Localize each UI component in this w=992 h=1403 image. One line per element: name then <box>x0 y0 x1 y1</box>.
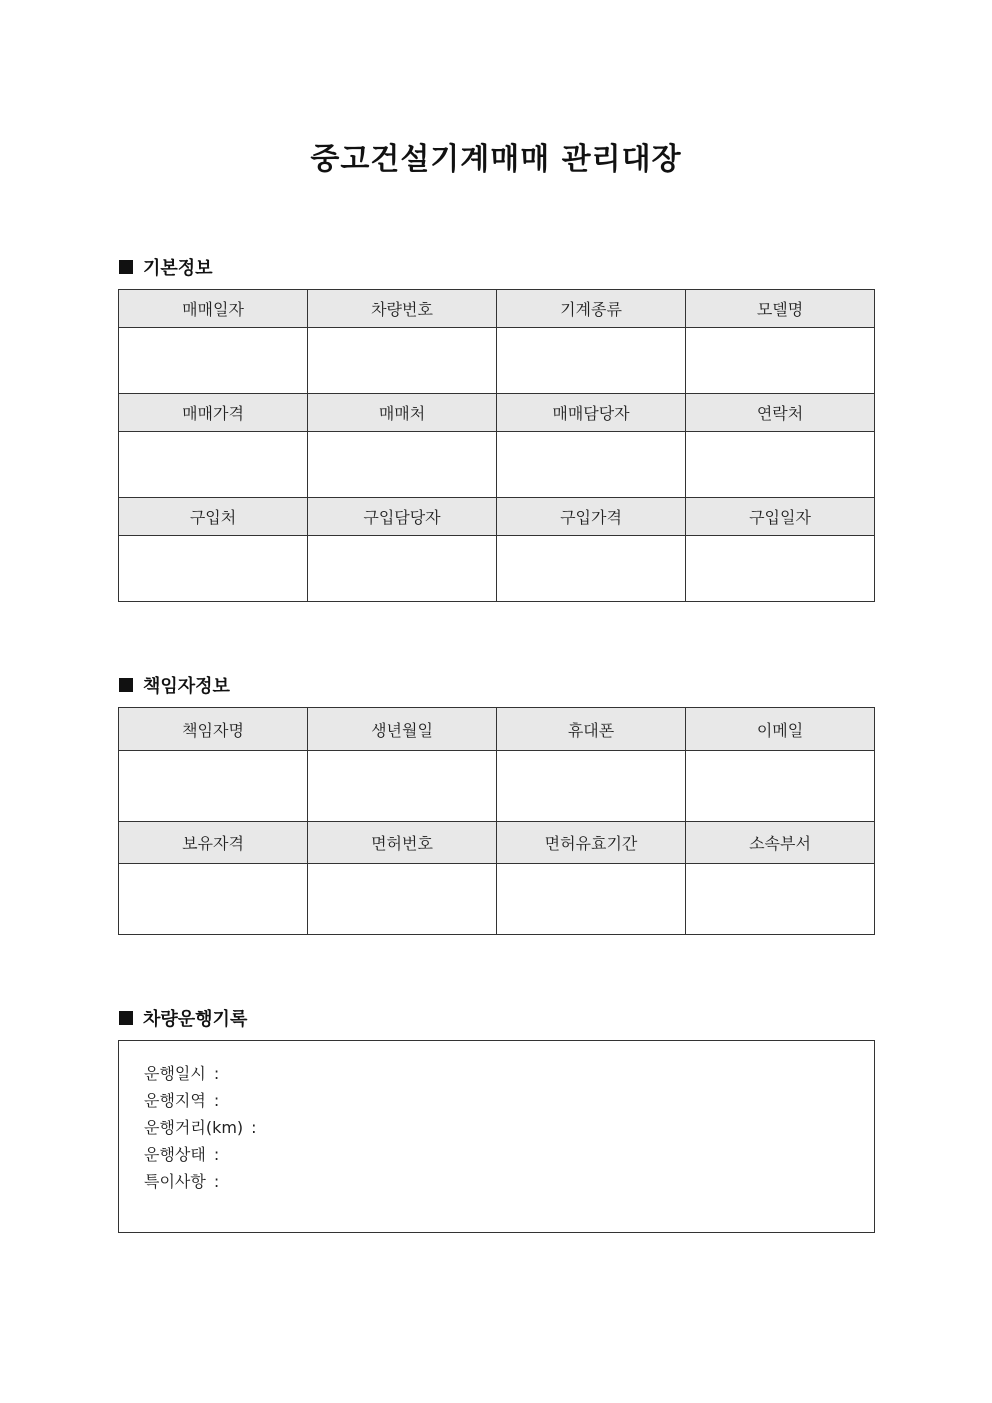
field-vehicle-number[interactable] <box>308 328 497 394</box>
input-row <box>119 864 875 935</box>
field-sale-date[interactable] <box>119 328 308 394</box>
field-birth-date[interactable] <box>308 751 497 822</box>
header-row <box>119 498 875 536</box>
field-sold-to[interactable] <box>308 432 497 498</box>
label-sale-price: 매매가격 <box>119 394 308 432</box>
square-bullet-icon <box>119 1011 133 1025</box>
label-vehicle-number: 차량번호 <box>308 290 497 328</box>
field-department[interactable] <box>686 864 875 935</box>
field-sale-contact-person[interactable] <box>497 432 686 498</box>
log-separator: : <box>251 1118 257 1137</box>
input-row <box>119 536 875 602</box>
input-row <box>119 328 875 394</box>
field-model-name[interactable] <box>686 328 875 394</box>
basic-info-table <box>118 289 875 602</box>
label-qualifications: 보유자격 <box>119 822 308 864</box>
field-mobile-phone[interactable] <box>497 751 686 822</box>
label-manager-name: 책임자명 <box>119 708 308 751</box>
section-heading-manager-info <box>119 672 230 698</box>
label-purchase-price: 구입가격 <box>497 498 686 536</box>
label-sale-contact-person: 매매담당자 <box>497 394 686 432</box>
log-separator: : <box>213 1172 220 1191</box>
label-machine-type: 기계종류 <box>497 290 686 328</box>
field-manager-name[interactable] <box>119 751 308 822</box>
manager-info-table <box>118 707 875 935</box>
log-line-operation-region <box>144 1087 257 1114</box>
operation-log-box[interactable] <box>118 1040 875 1233</box>
header-row <box>119 290 875 328</box>
header-row <box>119 822 875 864</box>
header-row <box>119 708 875 751</box>
label-contact: 연락처 <box>686 394 875 432</box>
log-label: 운행거리(km) <box>144 1118 244 1137</box>
label-license-validity: 면허유효기간 <box>497 822 686 864</box>
label-sale-date: 매매일자 <box>119 290 308 328</box>
square-bullet-icon <box>119 260 133 274</box>
log-separator: : <box>213 1145 220 1164</box>
log-label: 운행상태 <box>144 1145 206 1164</box>
label-purchase-date: 구입일자 <box>686 498 875 536</box>
log-line-operation-distance <box>144 1114 257 1141</box>
input-row <box>119 432 875 498</box>
log-label: 운행일시 <box>144 1064 206 1083</box>
field-machine-type[interactable] <box>497 328 686 394</box>
section-heading-operation-log <box>119 1005 247 1031</box>
section-heading-label: 책임자정보 <box>143 676 230 697</box>
log-separator: : <box>213 1091 220 1110</box>
field-sale-price[interactable] <box>119 432 308 498</box>
input-row <box>119 751 875 822</box>
label-purchase-contact-person: 구입담당자 <box>308 498 497 536</box>
document-title: 중고건설기계매매 관리대장 <box>310 142 682 177</box>
field-license-number[interactable] <box>308 864 497 935</box>
section-heading-label: 기본정보 <box>143 258 213 279</box>
label-sold-to: 매매처 <box>308 394 497 432</box>
label-birth-date: 생년월일 <box>308 708 497 751</box>
field-qualifications[interactable] <box>119 864 308 935</box>
field-contact[interactable] <box>686 432 875 498</box>
field-purchase-price[interactable] <box>497 536 686 602</box>
field-license-validity[interactable] <box>497 864 686 935</box>
section-heading-label: 차량운행기록 <box>143 1009 248 1030</box>
section-heading-basic-info <box>119 254 213 280</box>
log-line-special-notes <box>144 1168 257 1195</box>
label-license-number: 면허번호 <box>308 822 497 864</box>
log-label: 특이사항 <box>144 1172 206 1191</box>
log-separator: : <box>213 1064 220 1083</box>
header-row <box>119 394 875 432</box>
label-mobile-phone: 휴대폰 <box>497 708 686 751</box>
log-line-operation-datetime <box>144 1060 257 1087</box>
label-department: 소속부서 <box>686 822 875 864</box>
field-email[interactable] <box>686 751 875 822</box>
field-purchased-from[interactable] <box>119 536 308 602</box>
field-purchase-date[interactable] <box>686 536 875 602</box>
log-label: 운행지역 <box>144 1091 206 1110</box>
label-model-name: 모델명 <box>686 290 875 328</box>
square-bullet-icon <box>119 678 133 692</box>
label-purchased-from: 구입처 <box>119 498 308 536</box>
operation-log-fields <box>144 1060 257 1195</box>
log-line-operation-status <box>144 1141 257 1168</box>
field-purchase-contact-person[interactable] <box>308 536 497 602</box>
label-email: 이메일 <box>686 708 875 751</box>
